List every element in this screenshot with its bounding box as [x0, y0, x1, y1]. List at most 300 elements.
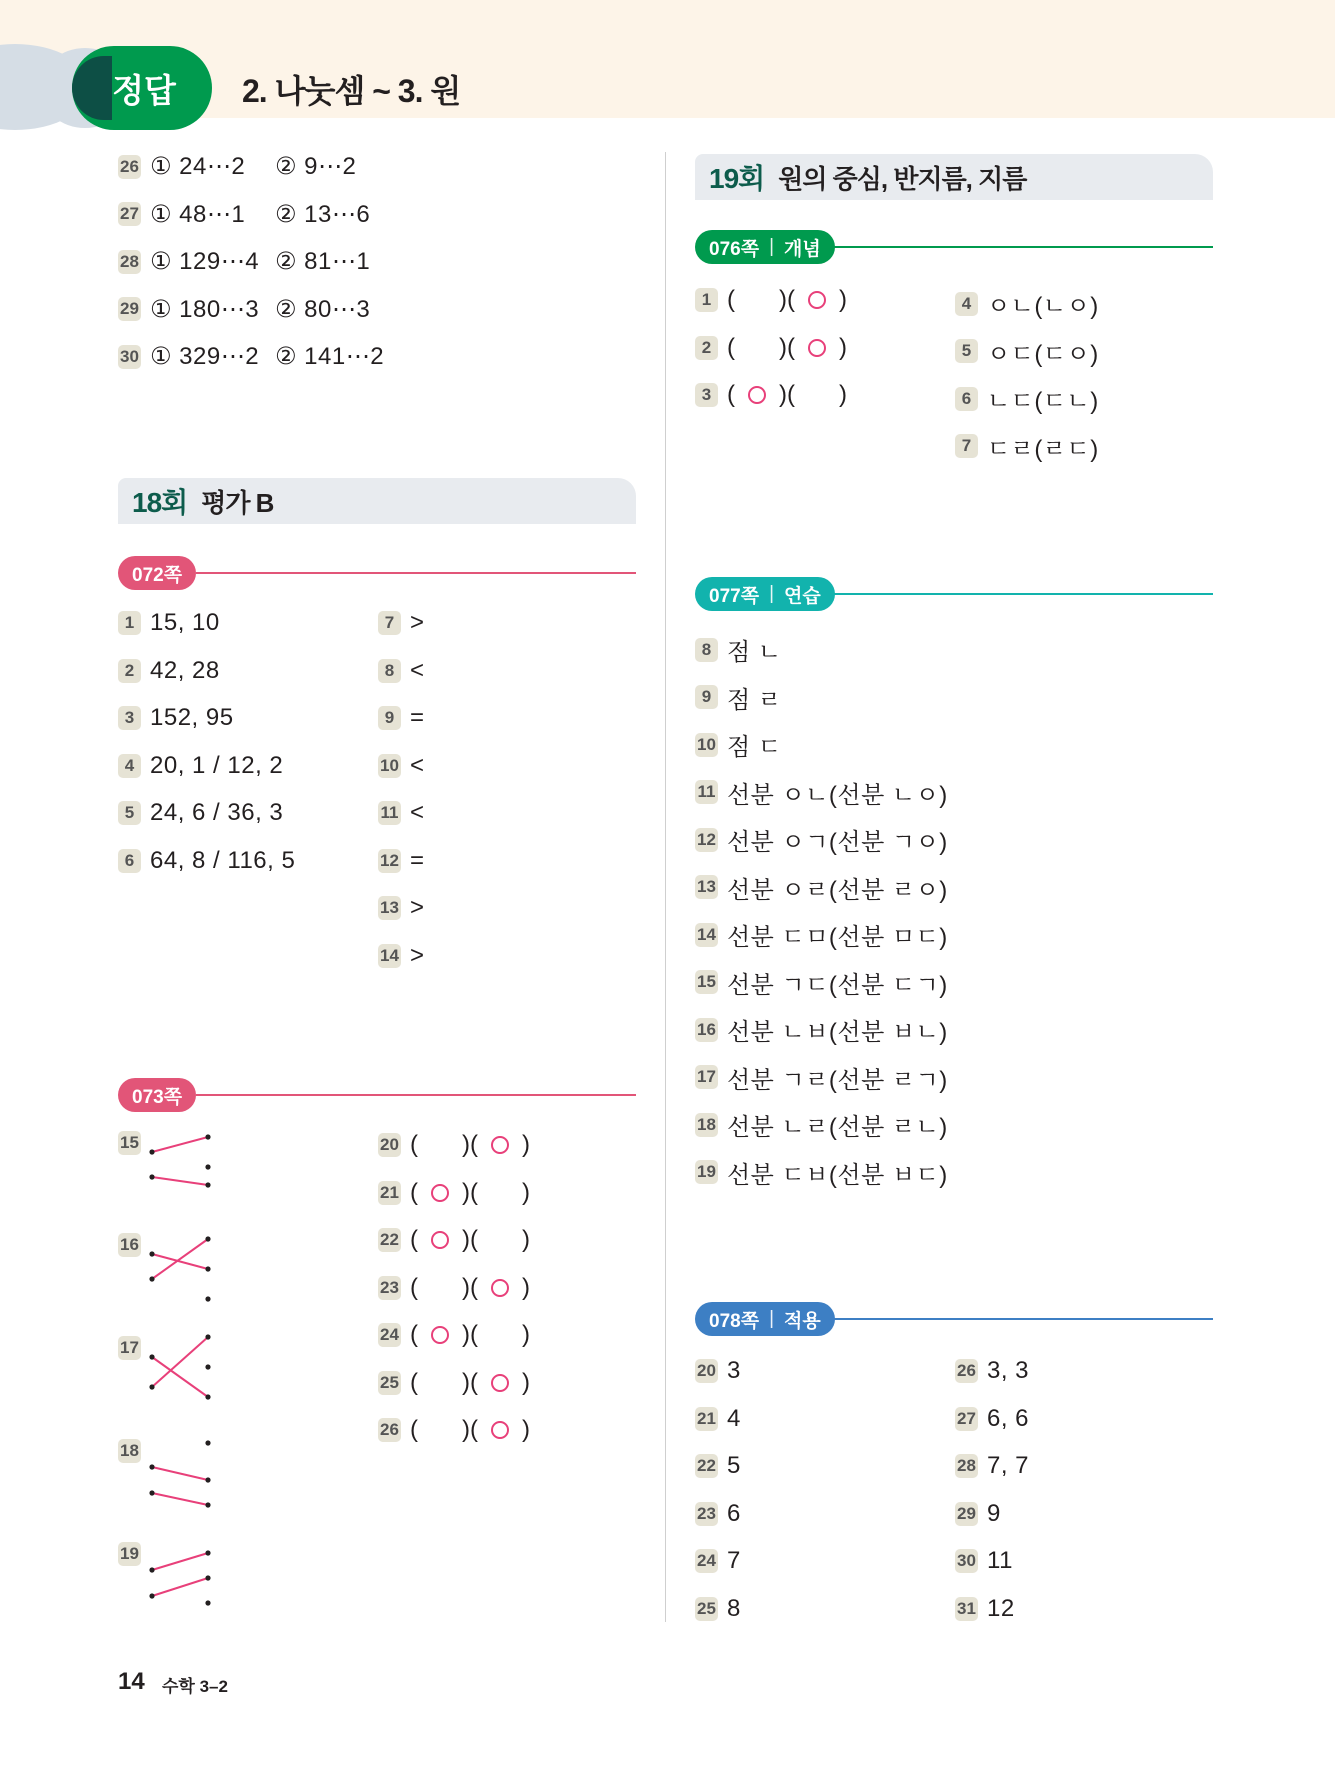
question-number: 5: [118, 801, 141, 825]
question-number: 17: [695, 1065, 718, 1089]
answer-part-1: ① 329⋯2: [150, 343, 260, 370]
page-tag-077: [695, 577, 835, 611]
question-number: 1: [695, 288, 718, 312]
question-number: 6: [955, 387, 978, 411]
match-dot: [205, 1575, 210, 1580]
paren-open: (: [727, 333, 735, 361]
matching-diagram: [146, 1538, 216, 1618]
book-title: 수학 3–2: [162, 1677, 228, 1696]
question-number: 1: [118, 611, 141, 635]
answer-text: 42, 28: [150, 656, 220, 684]
match-line: [152, 1254, 208, 1269]
answer-row: [955, 334, 1099, 369]
answer-row: [118, 247, 370, 276]
question-number: 17: [118, 1336, 141, 1360]
match-line: [152, 1467, 208, 1480]
question-number: 23: [378, 1276, 401, 1300]
answer-row: [955, 1452, 1029, 1480]
tag-separator: |: [769, 236, 774, 257]
page-tag-072: [118, 556, 196, 590]
question-number: 2: [695, 336, 718, 360]
match-line: [152, 1578, 208, 1596]
answer-row: [695, 1155, 948, 1190]
paren-close: ): [462, 1178, 470, 1206]
match-dot: [205, 1502, 210, 1507]
question-number: 4: [955, 292, 978, 316]
question-number: 14: [695, 923, 718, 947]
paren-close: ): [839, 286, 847, 313]
answer-row: [955, 1547, 1013, 1575]
match-dot: [149, 1464, 154, 1469]
paren-close: ): [462, 1226, 470, 1253]
question-number: 30: [955, 1549, 978, 1573]
question-number: 7: [378, 611, 401, 635]
page-tag-076: [695, 230, 835, 264]
match-dot: [149, 1490, 154, 1495]
answer-text: 3, 3: [987, 1357, 1030, 1384]
question-number: 3: [118, 706, 141, 730]
match-dot: [149, 1251, 154, 1256]
section-18-header: [118, 478, 636, 524]
answer-row: [695, 917, 948, 952]
paren-slot: [418, 1326, 462, 1344]
answer-part-1: ① 24⋯2: [150, 153, 246, 180]
answer-row: [695, 1060, 948, 1095]
tag-separator: |: [769, 583, 774, 604]
question-number: 15: [118, 1131, 141, 1155]
answer-text: 선분 ㄴㅂ(선분 ㅂㄴ): [727, 1019, 948, 1046]
paren-close: ): [462, 1273, 470, 1301]
question-number: 26: [955, 1359, 978, 1383]
question-number: 18: [118, 1439, 141, 1463]
paren-close: ): [839, 381, 847, 408]
answer-row: [118, 342, 384, 371]
match-dot: [205, 1134, 210, 1139]
section-title: 평가 B: [201, 487, 274, 518]
question-number: 12: [378, 849, 401, 873]
paren-open: (: [410, 1368, 418, 1396]
match-dot: [205, 1164, 210, 1169]
paren-close: ): [462, 1131, 470, 1158]
paren-close: ): [522, 1416, 530, 1443]
answer-part-2: ② 141⋯2: [275, 343, 385, 370]
answer-row: [695, 727, 782, 762]
answer-row: [378, 1321, 530, 1349]
match-dot: [205, 1236, 210, 1241]
paren-open: (: [410, 1226, 418, 1253]
answer-text: >: [410, 894, 425, 921]
answer-row: [955, 286, 1099, 321]
answer-text: ㄷㄹ(ㄹㄷ): [987, 435, 1099, 463]
circle-mark: [808, 339, 826, 357]
paren-close: ): [839, 333, 847, 361]
question-number: 19: [695, 1160, 718, 1184]
answer-text: =: [410, 846, 425, 874]
paren-close: ): [522, 1321, 530, 1348]
section-title: 원의 중심, 반지름, 지름: [778, 163, 1027, 194]
answer-part-1: ① 129⋯4: [150, 248, 260, 275]
paren-open: (: [410, 1416, 418, 1443]
question-number: 9: [695, 685, 718, 709]
answer-row: [695, 822, 948, 857]
circle-mark: [431, 1184, 449, 1202]
paren-open: (: [787, 333, 795, 361]
answer-text: 15, 10: [150, 609, 220, 636]
question-number: 26: [378, 1418, 401, 1442]
answer-text: 11: [987, 1547, 1013, 1574]
section-19-header: [695, 154, 1213, 200]
answer-text: 점 ㄷ: [727, 734, 782, 761]
question-number: 13: [378, 896, 401, 920]
question-number: 25: [695, 1597, 718, 1621]
answer-text: ㅇㄷ(ㄷㅇ): [987, 340, 1099, 368]
question-number: 21: [695, 1407, 718, 1431]
paren-close: ): [779, 381, 787, 408]
match-dot: [205, 1266, 210, 1271]
answer-text: 9: [987, 1499, 1001, 1527]
circle-mark: [491, 1421, 509, 1439]
section-number: 18회: [132, 487, 188, 518]
paren-answer: [410, 1321, 530, 1349]
answer-row: [378, 1131, 530, 1159]
question-number: 26: [118, 155, 141, 179]
answer-row: [118, 752, 283, 780]
answer-row: [378, 1416, 530, 1444]
match-dot: [205, 1182, 210, 1187]
question-number: 15: [695, 970, 718, 994]
question-number: 16: [118, 1233, 141, 1257]
question-number: 20: [695, 1359, 718, 1383]
answer-row: [118, 295, 370, 324]
paren-answer: [727, 381, 847, 409]
matching-diagram: [146, 1229, 216, 1309]
match-dot: [205, 1394, 210, 1399]
answer-text: 선분 ㅇㄴ(선분 ㄴㅇ): [727, 781, 948, 809]
circle-mark: [491, 1279, 509, 1297]
question-number: 16: [695, 1018, 718, 1042]
answer-part-1: ① 48⋯1: [150, 200, 246, 228]
match-dot: [205, 1296, 210, 1301]
answer-row: [955, 1357, 1029, 1385]
answer-row: [695, 1547, 741, 1575]
answer-row: [955, 1500, 1001, 1528]
paren-open: (: [410, 1131, 418, 1158]
question-number: 25: [378, 1371, 401, 1395]
answer-text: 24, 6 / 36, 3: [150, 799, 284, 826]
paren-open: (: [727, 286, 735, 313]
answer-row: [695, 1107, 948, 1142]
match-dot: [205, 1550, 210, 1555]
paren-close: ): [462, 1321, 470, 1348]
answer-badge-label: 정답: [112, 71, 176, 109]
circle-mark: [491, 1136, 509, 1154]
answer-row: [378, 1179, 530, 1207]
question-number: 6: [118, 849, 141, 873]
answer-row: [695, 1405, 741, 1433]
matching-diagram: [146, 1332, 216, 1412]
answer-row: [695, 1012, 948, 1047]
circle-mark: [431, 1326, 449, 1344]
answer-row: [695, 870, 948, 905]
question-number: 23: [695, 1502, 718, 1526]
question-number: 30: [118, 345, 141, 369]
question-number: 28: [955, 1454, 978, 1478]
answer-text: >: [410, 941, 425, 969]
tag-rule: [830, 593, 1213, 595]
match-dot: [149, 1149, 154, 1154]
paren-close: ): [462, 1368, 470, 1396]
answer-row: [695, 286, 847, 314]
answer-text: 5: [727, 1452, 741, 1479]
answer-text: 7: [727, 1547, 741, 1574]
answer-row: [378, 894, 425, 922]
page-tag-label: 073쪽: [132, 1086, 183, 1108]
paren-close: ): [522, 1226, 530, 1253]
answer-text: 선분 ㄷㅂ(선분 ㅂㄷ): [727, 1161, 948, 1189]
question-number: 21: [378, 1181, 401, 1205]
question-number: 20: [378, 1133, 401, 1157]
answer-row: [695, 1595, 741, 1623]
answer-row: [378, 1226, 530, 1254]
section-number: 19회: [709, 163, 765, 194]
paren-slot: [418, 1231, 462, 1249]
question-number: 2: [118, 659, 141, 683]
circle-mark: [491, 1374, 509, 1392]
chapter-title: 2. 나눗셈 ~ 3. 원: [242, 73, 461, 109]
answer-row: [378, 847, 425, 875]
paren-answer: [410, 1179, 530, 1207]
tag-rule: [196, 572, 636, 574]
question-number: 12: [695, 828, 718, 852]
answer-row: [695, 775, 948, 810]
question-number: 24: [378, 1323, 401, 1347]
question-number: 28: [118, 250, 141, 274]
answer-row: [955, 1405, 1029, 1433]
answer-text: >: [410, 609, 425, 636]
answer-row: [118, 152, 356, 181]
answer-row: [955, 1595, 1015, 1623]
paren-close: ): [522, 1178, 530, 1206]
paren-close: ): [522, 1368, 530, 1396]
page-tag-label: 076쪽: [709, 238, 760, 260]
answer-row: [118, 200, 370, 229]
page-tag-label: 077쪽: [709, 585, 760, 607]
paren-open: (: [470, 1321, 478, 1348]
paren-open: (: [470, 1273, 478, 1301]
paren-answer: [410, 1226, 530, 1254]
paren-answer: [410, 1416, 530, 1444]
answer-text: <: [410, 799, 425, 826]
match-dot: [149, 1593, 154, 1598]
page-tag-label: 072쪽: [132, 564, 183, 586]
paren-slot: [735, 386, 779, 404]
match-line: [152, 1553, 208, 1570]
circle-mark: [748, 386, 766, 404]
question-number: 18: [695, 1113, 718, 1137]
answer-text: 선분 ㄱㄹ(선분 ㄹㄱ): [727, 1066, 948, 1094]
match-dot: [149, 1354, 154, 1359]
answer-part-2: ② 13⋯6: [275, 200, 371, 228]
answer-row: [378, 1274, 530, 1302]
paren-open: (: [727, 381, 735, 408]
answer-text: <: [410, 751, 425, 779]
paren-answer: [410, 1369, 530, 1397]
answer-text: 선분 ㄷㅁ(선분 ㅁㄷ): [727, 924, 948, 951]
circle-mark: [808, 291, 826, 309]
answer-text: <: [410, 656, 425, 684]
answer-text: 점 ㄹ: [727, 686, 782, 714]
question-number: 13: [695, 875, 718, 899]
answer-row: [695, 1357, 741, 1385]
match-dot: [205, 1364, 210, 1369]
paren-slot: [418, 1184, 462, 1202]
page-tag-category: 개념: [784, 238, 821, 260]
page-number: 14: [118, 1668, 145, 1695]
answer-row: [695, 1452, 741, 1480]
answer-text: 8: [727, 1594, 741, 1622]
page-tag-category: 적용: [784, 1310, 821, 1332]
tag-separator: |: [769, 1308, 774, 1329]
paren-open: (: [470, 1226, 478, 1253]
paren-open: (: [787, 381, 795, 408]
answer-text: 64, 8 / 116, 5: [150, 846, 296, 874]
answer-part-2: ② 81⋯1: [275, 248, 371, 275]
paren-open: (: [410, 1178, 418, 1206]
paren-open: (: [787, 286, 795, 313]
matching-diagram: [146, 1127, 216, 1207]
match-line: [152, 1177, 208, 1185]
answer-text: 선분 ㄱㄷ(선분 ㄷㄱ): [727, 971, 948, 999]
question-number: 4: [118, 754, 141, 778]
paren-open: (: [470, 1178, 478, 1206]
answer-text: 6, 6: [987, 1404, 1030, 1432]
match-dot: [205, 1600, 210, 1605]
answer-row: [695, 965, 948, 1000]
match-dot: [149, 1567, 154, 1572]
answer-row: [378, 704, 425, 732]
answer-row: [695, 680, 782, 715]
answer-row: [378, 942, 425, 970]
answer-row: [955, 429, 1099, 464]
match-dot: [205, 1334, 210, 1339]
answer-row: [695, 1500, 741, 1528]
paren-open: (: [410, 1273, 418, 1301]
page-tag-category: 연습: [784, 585, 821, 607]
paren-slot: [795, 291, 839, 309]
answer-row: [118, 704, 234, 732]
answer-text: 점 ㄴ: [727, 639, 782, 666]
question-number: 8: [695, 638, 718, 662]
answer-text: 20, 1 / 12, 2: [150, 751, 284, 779]
answer-text: 선분 ㅇㄱ(선분 ㄱㅇ): [727, 829, 948, 856]
circle-mark: [431, 1231, 449, 1249]
question-number: 3: [695, 383, 718, 407]
question-number: 22: [695, 1454, 718, 1478]
match-line: [152, 1493, 208, 1505]
question-number: 27: [955, 1407, 978, 1431]
paren-slot: [478, 1374, 522, 1392]
answer-row: [695, 632, 782, 667]
answer-row: [695, 334, 847, 362]
paren-open: (: [470, 1416, 478, 1443]
paren-answer: [727, 286, 847, 314]
paren-answer: [410, 1274, 530, 1302]
question-number: 9: [378, 706, 401, 730]
answer-row: [378, 799, 425, 827]
answer-text: 12: [987, 1594, 1015, 1622]
paren-open: (: [470, 1368, 478, 1396]
column-divider: [665, 152, 666, 1622]
paren-close: ): [462, 1416, 470, 1443]
question-number: 22: [378, 1228, 401, 1252]
page-tag-label: 078쪽: [709, 1310, 760, 1332]
answer-text: =: [410, 704, 425, 731]
matching-diagram: [146, 1435, 216, 1515]
answer-text: ㅇㄴ(ㄴㅇ): [987, 293, 1099, 320]
answer-text: 3: [727, 1357, 741, 1384]
match-dot: [205, 1477, 210, 1482]
tag-rule: [830, 1318, 1213, 1320]
answer-row: [378, 752, 425, 780]
match-dot: [149, 1174, 154, 1179]
paren-answer: [410, 1131, 530, 1159]
question-number: 29: [118, 297, 141, 321]
answer-row: [118, 657, 220, 685]
match-line: [152, 1239, 208, 1279]
answer-text: 6: [727, 1499, 741, 1527]
answer-text: 152, 95: [150, 704, 234, 731]
tag-rule: [830, 246, 1213, 248]
question-number: 27: [118, 202, 141, 226]
answer-part-2: ② 80⋯3: [275, 295, 371, 323]
question-number: 29: [955, 1502, 978, 1526]
page-tag-073: [118, 1078, 196, 1112]
paren-close: ): [522, 1131, 530, 1158]
answer-row: [378, 657, 425, 685]
answer-text: 4: [727, 1404, 741, 1432]
question-number: 11: [378, 801, 401, 825]
question-number: 14: [378, 944, 401, 968]
answer-part-2: ② 9⋯2: [275, 153, 357, 180]
answer-part-1: ① 180⋯3: [150, 295, 260, 323]
page-tag-078: [695, 1302, 835, 1336]
question-number: 11: [695, 780, 718, 804]
question-number: 10: [695, 733, 718, 757]
paren-close: ): [522, 1273, 530, 1301]
paren-slot: [478, 1136, 522, 1154]
paren-close: ): [779, 333, 787, 361]
paren-open: (: [410, 1321, 418, 1348]
answer-text: 7, 7: [987, 1452, 1030, 1479]
question-number: 24: [695, 1549, 718, 1573]
answer-row: [118, 609, 220, 637]
question-number: 8: [378, 659, 401, 683]
paren-open: (: [470, 1131, 478, 1158]
question-number: 19: [118, 1542, 141, 1566]
answer-text: 선분 ㅇㄹ(선분 ㄹㅇ): [727, 876, 948, 904]
answer-row: [955, 381, 1099, 416]
answer-text: 선분 ㄴㄹ(선분 ㄹㄴ): [727, 1114, 948, 1141]
match-dot: [149, 1384, 154, 1389]
tag-rule: [196, 1094, 636, 1096]
answer-row: [118, 799, 283, 827]
answer-row: [695, 381, 847, 409]
question-number: 10: [378, 754, 401, 778]
answer-row: [378, 1369, 530, 1397]
match-line: [152, 1137, 208, 1152]
question-number: 5: [955, 339, 978, 363]
question-number: 7: [955, 434, 978, 458]
